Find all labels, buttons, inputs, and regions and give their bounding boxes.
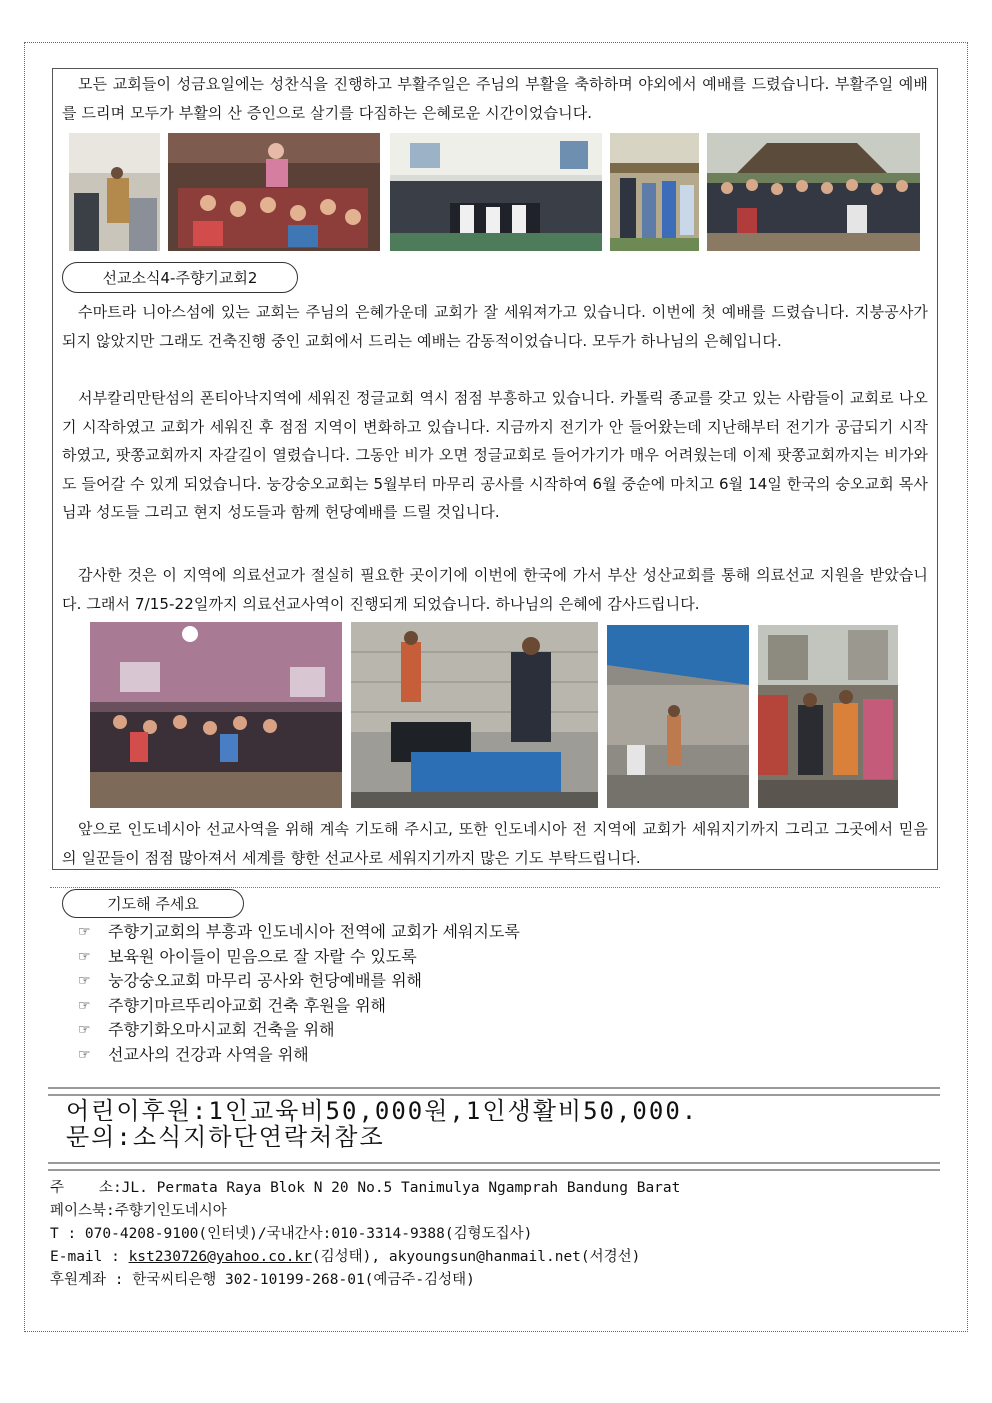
photo-night-gathering	[90, 622, 342, 808]
prayer-item	[78, 1043, 520, 1068]
phone-value: : 070-4208-9100(인터넷)/국내간사:010-3314-9388(김형도집사)	[67, 1226, 533, 1242]
intro-paragraph: 모든 교회들이 성금요일에는 성찬식을 진행하고 부활주일은 주님의 부활을 축하하며 야외에서 예배를 드렸습니다. 부활주일 예배를 드리며 모두가 부활의 산 증인으로 살기를 다짐하는 은혜로운 시간이었습니다.	[62, 75, 928, 122]
phone-label: T	[50, 1226, 68, 1242]
inquiry-line: 문의:소식지하단연락처참조	[66, 1123, 385, 1151]
prayer-item	[78, 945, 520, 970]
pointing-hand-icon: ☞	[78, 924, 91, 940]
prayer-item-text: 보육원 아이들이 믿음으로 잘 자랄 수 있도록	[108, 946, 417, 966]
prayer-list	[78, 920, 520, 1067]
photo-outdoor-group	[610, 133, 699, 251]
photo-communion	[69, 133, 160, 251]
email2-owner: (서경선)	[580, 1249, 641, 1265]
address-value: :JL. Permata Raya Blok N 20 No.5 Tanimulya Ngamprah Bandung Barat	[112, 1180, 681, 1196]
account-value: : 한국씨티은행 302-10199-268-01(예금주-김성태)	[106, 1272, 475, 1288]
facebook-label: 페이스북	[50, 1203, 107, 1219]
banner-bottom-rule	[48, 1162, 940, 1171]
facebook-value: :주향기인도네시아	[106, 1203, 227, 1219]
photo-teaching-outdoors	[351, 622, 598, 808]
section-separator	[50, 887, 940, 888]
pointing-hand-icon: ☞	[78, 1022, 91, 1038]
email-separator: :	[111, 1249, 129, 1265]
email-link-kst[interactable]: kst230726@yahoo.co.kr	[128, 1249, 312, 1265]
photo-easter-service	[390, 133, 602, 251]
news-paragraph-medical: 감사한 것은 이 지역에 의료선교가 절실히 필요한 곳이기에 이번에 한국에 가서 부산 성산교회를 통해 의료선교 지원을 받았습니다. 그래서 7/15-22일까지 의료선교사역이 진행되게 되었습니다. 하나님의 은혜에 감사드립니다.	[62, 566, 928, 613]
prayer-item	[78, 920, 520, 945]
pointing-hand-icon: ☞	[78, 1046, 91, 1063]
account-line	[50, 1269, 475, 1291]
child-support-line: 어린이후원:1인교육비50,000원,1인생활비50,000.	[66, 1097, 699, 1125]
banner-top-rule	[48, 1087, 940, 1096]
news-paragraph-kalimantan: 서부칼리만탄섬의 폰티아낙지역에 세워진 정글교회 역시 점점 부흥하고 있습니다. 카톨릭 종교를 갖고 있는 사람들이 교회로 나오기 시작하였고 교회가 세워진 후 점점 지역이 변화하고 있습니다. 지금까지 전기가 안 들어왔는데 지난해부터 전기가 공급되기 시작하였고, 팟쫑교회까지 자갈길이 열렸습니다. 그동안 비가 오면 정글교회로 들어가기가 매우 어려웠는데 이제 팟쫑교회까지는 비가와도 들어갈 수 있게 되었습니다. 눙강숭오교회는 5월부터 마무리 공사를 시작하여 6월 중순에 마치고 6월 14일 한국의 숭오교회 목사님과 성도들 그리고 현지 성도들과 함께 헌당예배를 드릴 것입니다.	[62, 389, 928, 522]
email-line	[50, 1246, 640, 1268]
address-label: 주 소	[50, 1180, 113, 1196]
account-label: 후원계좌	[50, 1272, 107, 1288]
prayer-item	[78, 1018, 520, 1043]
phone-line	[50, 1223, 532, 1245]
prayer-item	[78, 994, 520, 1019]
address-line	[50, 1177, 680, 1199]
prayer-item-text: 눙강숭오교회 마무리 공사와 헌당예배를 위해	[108, 971, 423, 990]
prayer-item-text: 주향기화오마시교회 건축을 위해	[108, 1020, 335, 1039]
email-link-akyoungsun[interactable]: akyoungsun@hanmail.net	[388, 1249, 581, 1265]
prayer-item	[78, 969, 520, 994]
facebook-line	[50, 1200, 227, 1222]
pointing-hand-icon: ☞	[78, 948, 91, 965]
prayer-section-heading: 기도해 주세요	[62, 889, 244, 918]
prayer-item-text: 선교사의 건강과 사역을 위해	[108, 1044, 309, 1064]
prayer-item-text: 주향기마르뚜리아교회 건축 후원을 위해	[108, 995, 387, 1015]
prayer-item-text: 주향기교회의 부흥과 인도네시아 전역에 교회가 세워지도록	[108, 922, 520, 941]
email1-owner: (김성태),	[311, 1249, 389, 1265]
photo-children-class	[168, 133, 380, 251]
email-label: E-mail	[50, 1249, 112, 1265]
pointing-hand-icon: ☞	[78, 997, 91, 1014]
photo-women-gathering	[758, 625, 898, 808]
news-closing-paragraph: 앞으로 인도네시아 선교사역을 위해 계속 기도해 주시고, 또한 인도네시아 전 지역에 교회가 세워지기까지 그리고 그곳에서 믿음의 일꾼들이 점점 많아져서 세계를 향한 선교사로 세워지기까지 많은 기도 부탁드립니다.	[62, 820, 928, 867]
news-section-heading: 선교소식4-주향기교회2	[62, 262, 298, 293]
photo-easter-outdoor-group	[707, 133, 920, 251]
pointing-hand-icon: ☞	[78, 973, 91, 989]
news-paragraph-nias: 수마트라 니아스섬에 있는 교회는 주님의 은혜가운데 교회가 잘 세워져가고 있습니다. 이번에 첫 예배를 드렸습니다. 지붕공사가 되지 않았지만 그래도 건축진행 중인 교회에서 드리는 예배는 감동적이었습니다. 모두가 하나님의 은혜입니다.	[62, 303, 928, 350]
photo-construction-work	[607, 625, 749, 808]
